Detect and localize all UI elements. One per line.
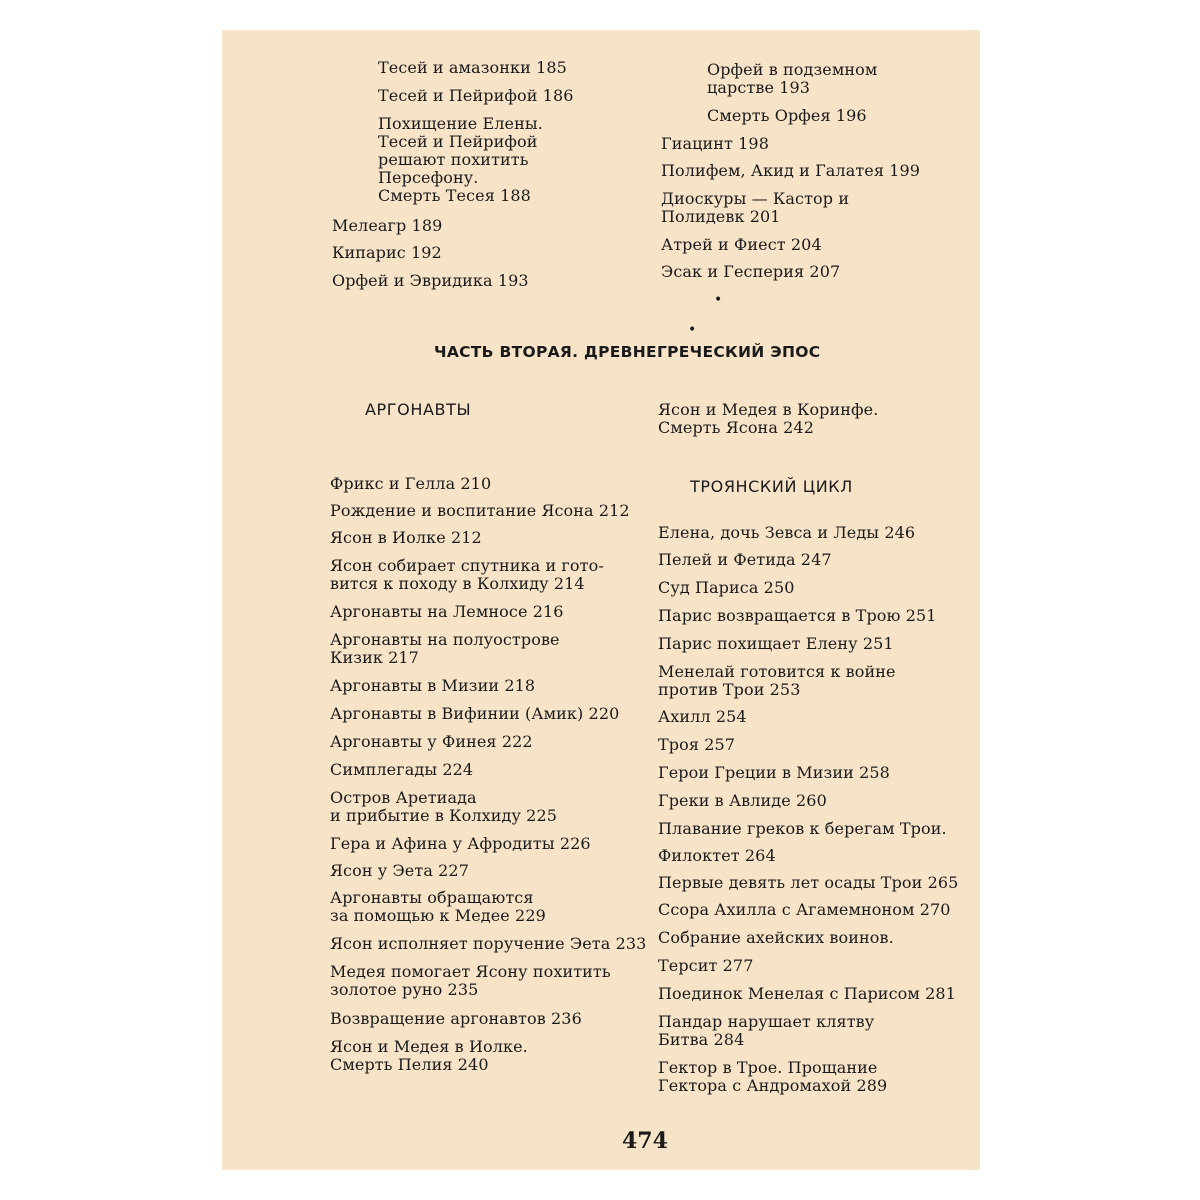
toc-entry: Аргонавты на полуострове Кизик 217 (330, 630, 560, 667)
section-heading-troy: ТРОЯНСКИЙ ЦИКЛ (690, 477, 853, 496)
toc-entry: Менелай готовится к войне против Трои 253 (658, 662, 896, 699)
toc-entry: Аргонавты в Вифинии (Амик) 220 (330, 704, 620, 723)
toc-entry: Орфей и Эвридика 193 (332, 271, 529, 290)
toc-entry: Аргонавты в Мизии 218 (330, 676, 536, 695)
toc-entry: Тесей и амазонки 185 (378, 58, 567, 77)
toc-entry: Ясон и Медея в Иолке. Смерть Пелия 240 (330, 1037, 528, 1074)
toc-entry: Суд Париса 250 (658, 578, 795, 597)
toc-entry: Аргонавты у Финея 222 (330, 732, 533, 751)
toc-entry: Похищение Елены. Тесей и Пейрифой решают похитить Персефону. Смерть Тесея 188 (378, 114, 543, 205)
toc-entry: Ясон и Медея в Коринфе. Смерть Ясона 242 (658, 400, 879, 437)
toc-entry: Терсит 277 (658, 956, 754, 975)
toc-entry: Полифем, Акид и Галатея 199 (661, 161, 921, 180)
part-heading: ЧАСТЬ ВТОРАЯ. ДРЕВНЕГРЕЧЕСКИЙ ЭПОС (434, 343, 821, 361)
toc-entry: Филоктет 264 (658, 846, 776, 865)
toc-entry: Аргонавты обращаются за помощью к Медее 229 (330, 888, 546, 925)
toc-entry: Эсак и Гесперия 207 (661, 262, 841, 281)
toc-entry: Ясон у Эета 227 (330, 861, 469, 880)
toc-entry: Остров Аретиада и прибытие в Колхиду 225 (330, 788, 558, 825)
toc-entry: Ахилл 254 (658, 707, 747, 726)
toc-entry: Парис возвращается в Трою 251 (658, 606, 937, 625)
toc-entry: Тесей и Пейрифой 186 (378, 86, 574, 105)
toc-entry: Мелеагр 189 (332, 216, 443, 235)
toc-entry: Ссора Ахилла с Агамемноном 270 (658, 900, 951, 919)
toc-entry: Аргонавты на Лемносе 216 (330, 602, 564, 621)
toc-entry: Рождение и воспитание Ясона 212 (330, 501, 630, 520)
print-dot: • (688, 322, 697, 338)
toc-entry: Собрание ахейских воинов. (658, 928, 894, 947)
page-number: 474 (622, 1128, 668, 1154)
toc-entry: Медея помогает Ясону похитить золотое руно 235 (330, 962, 611, 999)
book-page (222, 30, 980, 1170)
toc-entry: Гиацинт 198 (661, 134, 769, 153)
toc-entry: Елена, дочь Зевса и Леды 246 (658, 523, 916, 542)
toc-entry: Парис похищает Елену 251 (658, 634, 894, 653)
toc-entry: Ясон в Иолке 212 (330, 528, 482, 547)
toc-entry: Гектор в Трое. Прощание Гектора с Андромахой 289 (658, 1058, 888, 1095)
toc-entry: Кипарис 192 (332, 243, 442, 262)
toc-entry: Поединок Менелая с Парисом 281 (658, 984, 956, 1003)
toc-entry: Симплегады 224 (330, 760, 474, 779)
toc-entry: Гера и Афина у Афродиты 226 (330, 834, 591, 853)
toc-entry: Пандар нарушает клятву Битва 284 (658, 1012, 875, 1049)
toc-entry: Первые девять лет осады Трои 265 (658, 873, 959, 892)
toc-entry: Ясон собирает спутника и гото- вится к походу в Колхиду 214 (330, 556, 604, 593)
print-dot: • (714, 292, 723, 308)
toc-entry: Герои Греции в Мизии 258 (658, 763, 890, 782)
toc-entry: Плавание греков к берегам Трои. (658, 819, 947, 838)
toc-entry: Фрикс и Гелла 210 (330, 474, 492, 493)
toc-entry: Пелей и Фетида 247 (658, 550, 832, 569)
section-heading-argonauts: АРГОНАВТЫ (365, 400, 472, 419)
toc-entry: Смерть Орфея 196 (707, 106, 867, 125)
toc-entry: Возвращение аргонавтов 236 (330, 1009, 582, 1028)
toc-entry: Ясон исполняет поручение Эета 233 (330, 934, 647, 953)
toc-entry: Троя 257 (658, 735, 736, 754)
toc-entry: Атрей и Фиест 204 (661, 235, 822, 254)
toc-entry: Диоскуры — Кастор и Полидевк 201 (661, 189, 850, 226)
toc-entry: Орфей в подземном царстве 193 (707, 60, 878, 97)
toc-entry: Греки в Авлиде 260 (658, 791, 827, 810)
